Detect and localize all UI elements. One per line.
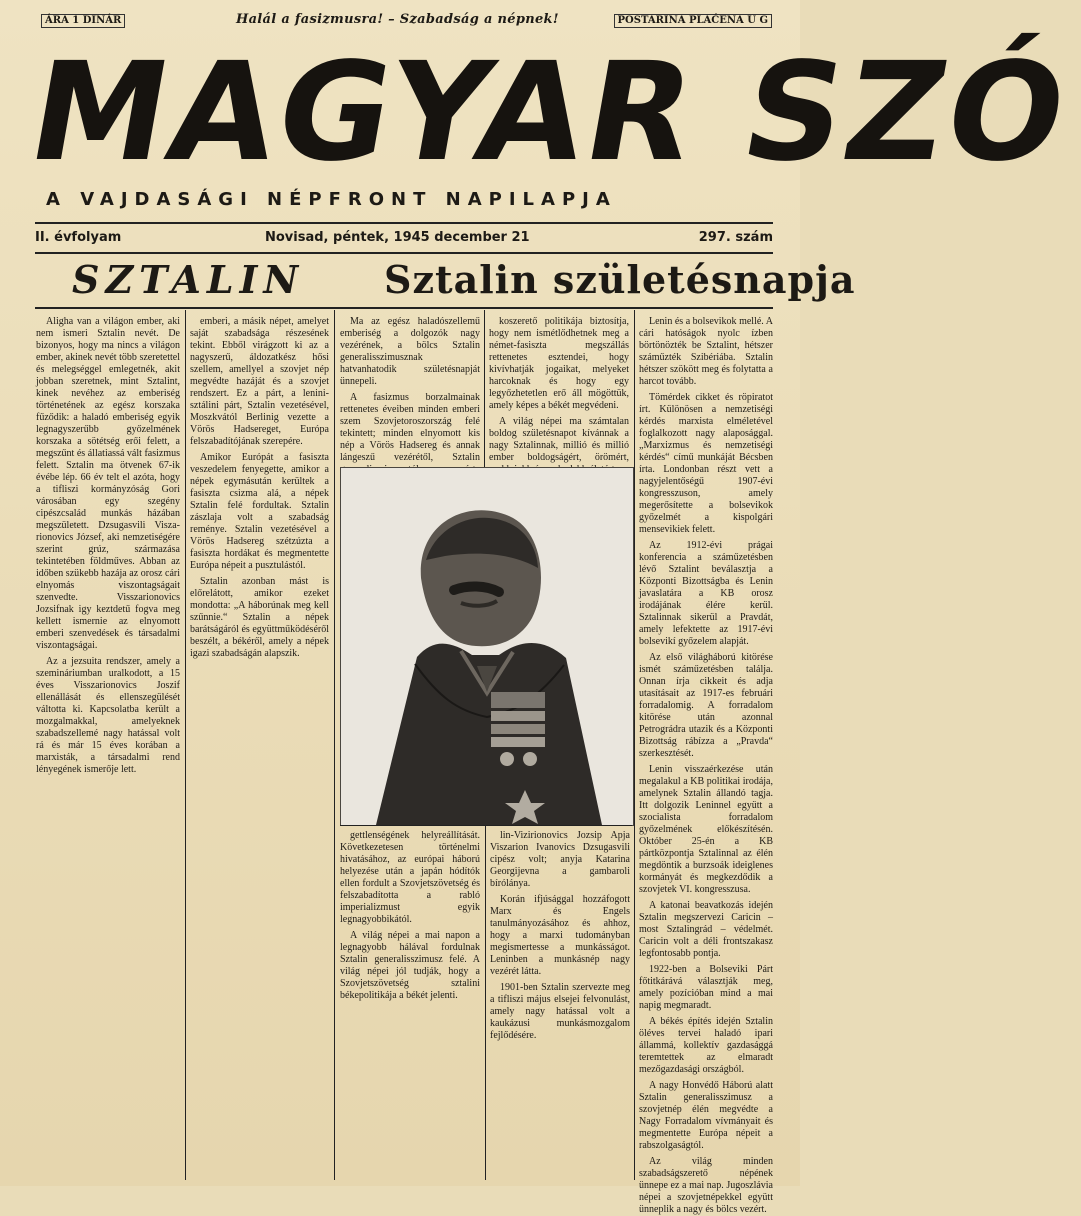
bottom-column-4 bbox=[490, 830, 630, 1176]
slogan: Halál a fasizmusra! – Szabadság a népnek! bbox=[236, 12, 559, 27]
column-5-paragraph: Az 1912-évi prágai konferencia a száműzetésben lévő Sztalint beválasztja a Központi Bizottságba és Lenin javaslatára a KB orosz irodájának élére kerül. Sztalinnak sikerül a Pravdát, amely lefektette az 1917-évi bolsevikí győzelem alapját. bbox=[639, 540, 773, 647]
column-4-paragraph: koszerető politikája biztosítja, hogy nem ismétlődhetnek meg a német-fasiszta megszállás rettenetes esztendei, hogy kivívhatják jogaikat, melyeket harcoknak és hogy egy legyőzhetetlen erő áll mögöttük, amely képes a békét megvédeni. bbox=[489, 316, 629, 411]
column-1 bbox=[36, 316, 180, 1176]
column-5-paragraph: Az világ minden szabadságszerető népének ünnepe ez a mai nap. Jugoszlávia népei a szovjetnépekkel együtt ünneplik a nagy és bölcs vezért. bbox=[639, 1156, 773, 1215]
column-divider-1 bbox=[185, 310, 186, 1180]
column-4-paragraph: A világ népei ma számtalan boldog születésnapot kívánnak a nagy Sztalinnak, millió és millió ember boldogságért, örömért, bbox=[489, 416, 629, 463]
column-divider-5 bbox=[634, 310, 635, 1180]
column-3-paragraph: Ma az egész haladószellemű emberiség a dolgozók nagy vezérének, a bölcs Sztalin generalisszimusznak hatvanhatodik születésnapját ünnepeli. bbox=[340, 316, 480, 387]
headline-left: SZTALIN bbox=[72, 257, 305, 302]
issue-bar bbox=[35, 222, 773, 254]
portrait-photo bbox=[340, 467, 634, 826]
column-2 bbox=[190, 316, 329, 1176]
headline-right: Sztalin születésnapja bbox=[384, 257, 856, 302]
column-4 bbox=[489, 316, 629, 462]
column-2-paragraph: Amikor Európát a fasiszta veszedelem fenyegette, amikor a népek egymásután kerültek a fasiszta csizma alá, a népek Sztalin felé fordultak. Sztalin zászlaja volt a szabadság reménye. Sztalin vezetésével a Vörös Hadsereg szétzúzta a fasiszta hordákat és megmentette Európa népeit a pusztulástól. bbox=[190, 452, 329, 571]
bottom-column-3-paragraph: gettlenségének helyreállítását. Következetesen történelmi hivatásához, az európai háború helyezése után a japán hódítók ellen fordult a Szovjetszövetség és felszabadította a rabló imperializmust egyik legnagyobbikától. bbox=[340, 830, 480, 925]
column-divider-2 bbox=[334, 310, 335, 1180]
dateline: Novisad, péntek, 1945 december 21 bbox=[265, 230, 530, 245]
column-1-paragraph: Aligha van a világon ember, aki nem ismeri Sztalin nevét. De bizonyos, hogy ma nincs a világon ember, akinek nevét több szeretettel és melegséggel emlegetnék, akit jobban szeretnek, mint Sztalint, kinek nevéhez az emberiség történetének az egész korszaka fűződik: a haladó emberiség egyik legnagyszerűbb győzelmének korszaka a sötétség erői felett, a megszűnt és állatiassá vált fasizmus felett. Sztalin ma ötvenek 67-ik évébe lép. 66 év telt el azóta, hogy a tifliszi kormányzóság Gori városában egy szegény cipészcsalád munkás házában megszületett. Dzsugasvili Viszarionovics József, aki nemzetiségére szerint grúz, származása tekintetében földműves. Abban az időben szükebb hazája az orosz cári elnyomás viszontagságait szenvedte. Visszarionovics Jozsifnak igy keztdetű fogva meg kellett ismernie az elnyomott emberi szenvedések és társadalmi viszontagságai. bbox=[36, 316, 180, 651]
bottom-column-3 bbox=[340, 830, 480, 1176]
issue-number: 297. szám bbox=[698, 230, 773, 245]
masthead-subtitle: A VAJDASÁGI NÉPFRONT NAPILAPJA bbox=[46, 189, 617, 210]
price-label: ÁRA 1 DINÁR bbox=[41, 14, 125, 28]
column-3-paragraph: A fasizmus borzalmainak rettenetes éveiben minden emberi szem Szovjetoroszország felé tekintett; minden elnyomott kis nép a Vörös Hadsereg és annak lángeszű vezérétől, Sztalin bbox=[340, 392, 480, 463]
column-5-paragraph: Az első világháború kitörése ismét száműzetésben találja. Onnan írja cikkeit és adja utasításait az 1917-es februári forradalomig. A forradalom kitörése után azonnal Petrográdra utazik és a Központi Bizottság rábízza a „Pravda“ szerkesztését. bbox=[639, 652, 773, 759]
masthead-title: MAGYAR SZÓ bbox=[18, 34, 1081, 192]
bottom-column-3-paragraph: A világ népei a mai napon a legnagyobb hálával fordulnak Sztalin generalisszimusz felé. A világ népei jól tudják, hogy a Szovjetszövetség sztalini békepolitikája a békét jelenti. bbox=[340, 930, 480, 1001]
column-5-paragraph: A katonai beavatkozás idején Sztalin megszervezi Caricin – most Sztalingrád – védelmét. Caricin volt a déli frontszakasz legfontosabb pontja. bbox=[639, 900, 773, 959]
column-5-paragraph: Lenin és a bolsevikok mellé. A cári hatóságok nyolc ízben börtönözték be Sztalint, hétszer száműzték Szibériába. Sztalin hétszer szökött meg és folytatta a harcot tovább. bbox=[639, 316, 773, 387]
column-2-paragraph: emberi, a másik népet, amelyet saját szabadsága részesének tekint. Ebből virágzott ki az a nagyszerű, áldozatkész hősi szellem, amellyel a szovjet nép megvédte hazáját és a szovjet rendszert. Ez a párt, a lenini-sztálini párt, Sztalin vezetésével, Moszkvától Berlinig vezette a Vörös Hadsereget, Európa felszabadítójának szerepére. bbox=[190, 316, 329, 447]
column-5 bbox=[639, 316, 773, 1215]
column-3 bbox=[340, 316, 480, 462]
bottom-column-4-paragraph: Korán ifjúsággal hozzáfogott Marx és Engels tanulmányozásához és ahhoz, hogy a marxi tudományban megismertesse a munkásságot. Leninben a munkásnép nagy vezérét látta. bbox=[490, 894, 630, 977]
column-divider-4 bbox=[485, 824, 486, 1180]
top-line bbox=[0, 0, 800, 38]
photo-caption-rule bbox=[340, 825, 632, 826]
column-5-paragraph: A békés építés idején Sztalin öléves tervei haladó ipari állammá, kollektív gazdasággá teremtettek az elmaradt mezőgazdasági országból. bbox=[639, 1016, 773, 1075]
column-2-paragraph: Sztalin azonban mást is előrelátott, amikor ezeket mondotta: „A háborúnak meg kell szűnnie.“ Sztalin a népek barátságáról és együttműködéséről beszélt, a békéről, amely a népek igazi szabadságán alapszik. bbox=[190, 576, 329, 659]
year-label: II. évfolyam bbox=[35, 230, 122, 245]
column-divider-3 bbox=[484, 310, 485, 467]
header-rule bbox=[35, 307, 773, 309]
bottom-column-4-paragraph: 1901-ben Sztalin szervezte meg a tifliszi május elsejei felvonulást, amely nagy hatással volt a kaukázusi munkásmozgalom fejlődésére. bbox=[490, 982, 630, 1041]
column-5-paragraph: Tömérdek cikket és röpiratot írt. Különösen a nemzetiségi kérdés marxista elméletével foglalkozott nagy alaposággal. „Marxizmus és nemzetiségi kérdés“ című munkáját Bécsben írta. Londonban részt vett a nagyjelentőségű 1907-évi kongresszuson, amely megerősítette a bolsevikok győzelmét a kispolgári mensevikiek felett. bbox=[639, 392, 773, 535]
postage-label: POSTARINA PLAĆENA U G bbox=[614, 14, 773, 28]
bottom-column-4-paragraph: lin-Vizirionovics Jozsip Apja Viszarion Ivanovics Dzsugasvili cipész volt; anyja Katarina Georgijevna a gambaroli bírólánya. bbox=[490, 830, 630, 889]
column-1-paragraph: Az a jezsuita rendszer, amely a szemináriumban uralkodott, a 15 éves Visszarionovics Joszif ellenállását és ellenszegülését váltotta ki. Kapcsolatba került a mozgalmakkal, amelyeknek szabadszellemé nagy hatással volt rá és már 15 éves korában a marxisták, a társadalmi rend lényegének ismerője lett. bbox=[36, 656, 180, 775]
column-5-paragraph: A nagy Honvédő Háború alatt Sztalin generalisszimusz a szovjetnép élén megvédte a Nagy Forradalom vívmányait és megmentette Európa népeit a rabszolgaságtól. bbox=[639, 1080, 773, 1151]
column-5-paragraph: 1922-ben a Bolseviki Párt főtitkárává választják meg, amely pozícióban mind a mai napig megmaradt. bbox=[639, 964, 773, 1011]
portrait-illustration bbox=[341, 468, 633, 825]
column-5-paragraph: Lenin visszaérkezése után megalakul a KB politikai irodája, amelynek Sztalin állandó tagja. Itt dolgozik Leninnel együtt a szocialista forradalom győzelmének előkészítésén. Október 25-én a KB pártközpontja Sztalinnal az élén megdöntik a burzsoák ideiglenes kormányát és megkezdődik a szovjetek VI. kongresszusa. bbox=[639, 764, 773, 895]
